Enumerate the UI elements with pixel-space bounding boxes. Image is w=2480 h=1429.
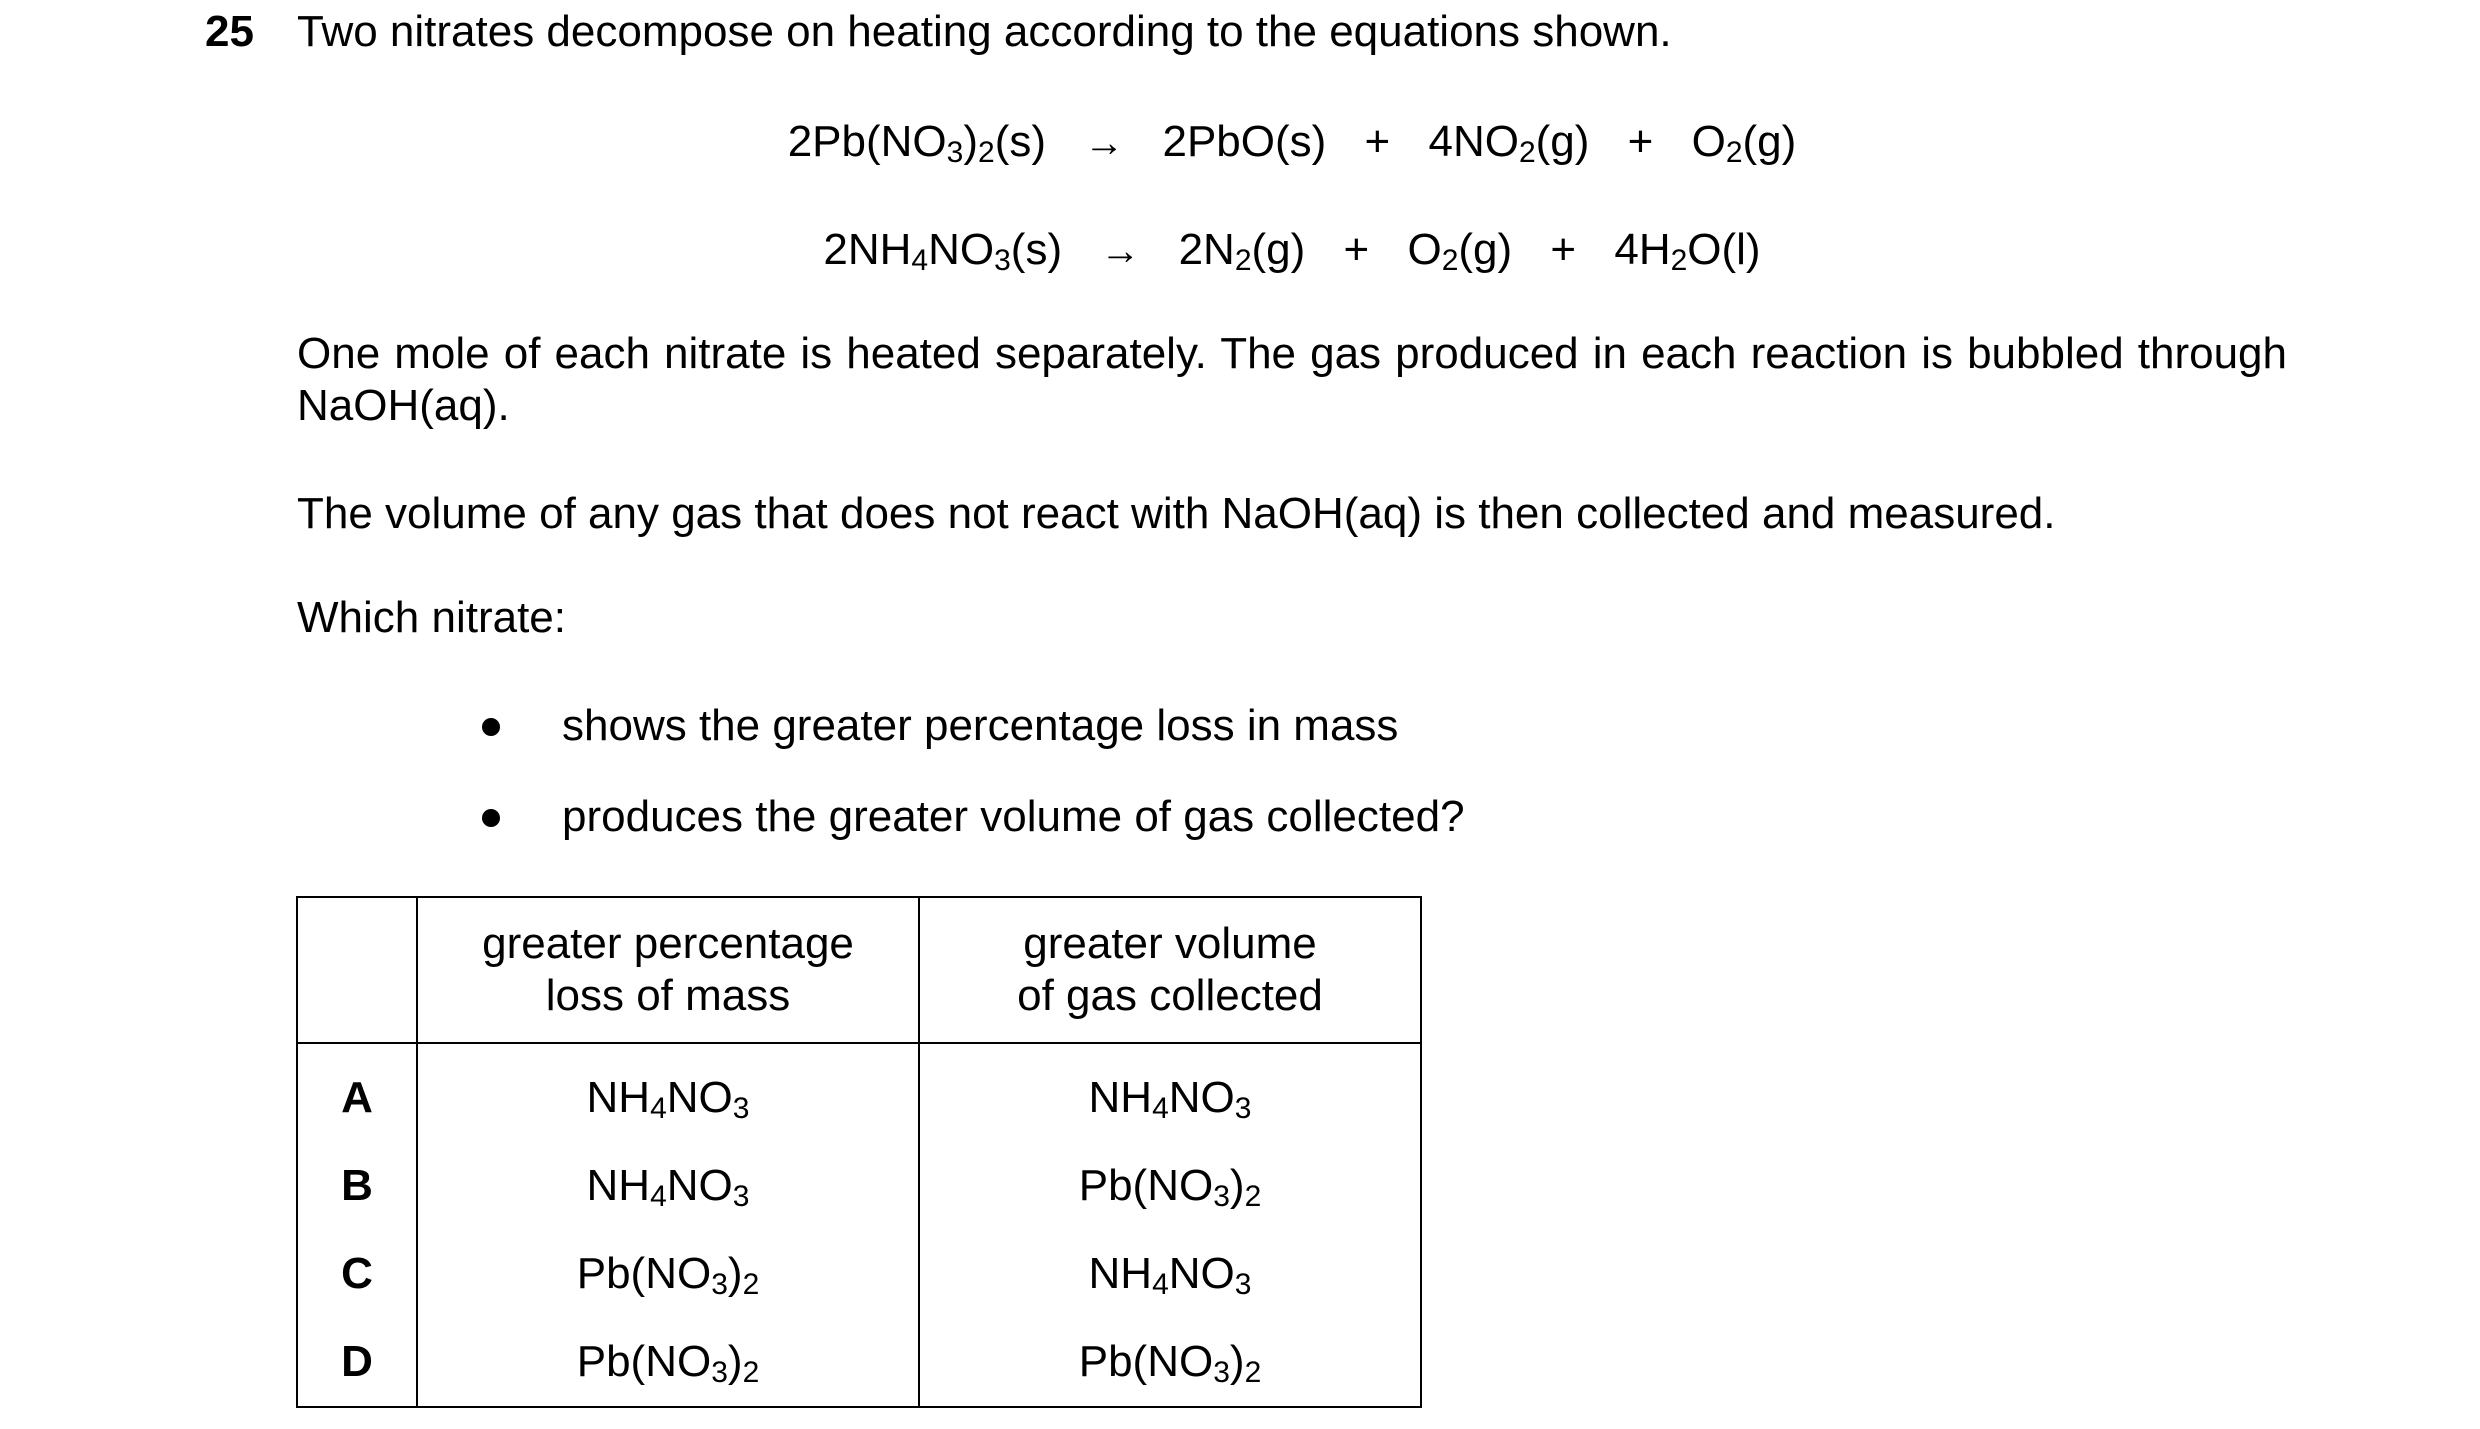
eq1-arrow: → [1084, 121, 1125, 165]
eq2-product-2: $O_2(g)$ [1407, 225, 1513, 277]
paragraph-question-stem: Which nitrate: [297, 593, 566, 642]
paragraph-procedure: One mole of each nitrate is heated separately. The gas produced in each reaction is bubbled through NaOH(aq). [297, 329, 2287, 430]
question-intro: Two nitrates decompose on heating according to the equations shown. [297, 7, 1672, 56]
eq2-arrow: → [1100, 229, 1141, 273]
list-item-text: produces the greater volume of gas collected? [562, 792, 1465, 841]
question-number: 25 [205, 7, 254, 56]
bullet-icon [482, 718, 500, 736]
option-volume-cell: $Pb(NO_3)_2$ [919, 1318, 1421, 1407]
option-mass-cell: $NH_4NO_3$ [417, 1043, 919, 1142]
option-letter[interactable]: C [297, 1230, 417, 1318]
header-mass-loss: greater percentage loss of mass [417, 897, 919, 1043]
eq2-plus-1: + [1343, 225, 1370, 274]
table-row [297, 1142, 1421, 1230]
eq2-plus-2: + [1550, 225, 1577, 274]
table-header-row [297, 897, 1421, 1043]
option-volume-cell: $NH_4NO_3$ [919, 1043, 1421, 1142]
table-row [297, 1230, 1421, 1318]
eq1-plus-2: + [1627, 117, 1654, 166]
answer-options-table [296, 896, 1422, 1408]
option-mass-cell: $NH_4NO_3$ [417, 1142, 919, 1230]
eq1-product-1: 2PbO(s) [1162, 117, 1327, 166]
eq1-plus-1: + [1364, 117, 1391, 166]
list-item [470, 791, 1465, 843]
option-letter[interactable]: B [297, 1142, 417, 1230]
paragraph-measurement: The volume of any gas that does not react with NaOH(aq) is then collected and measured. [297, 489, 2056, 538]
table-row [297, 1318, 1421, 1407]
equation-lead-nitrate [297, 114, 2287, 171]
header-letter-cell [297, 897, 417, 1043]
eq1-reactant: $2Pb(NO_3)_2(s)$ [787, 117, 1046, 169]
table-row [297, 1043, 1421, 1142]
option-volume-cell: $Pb(NO_3)_2$ [919, 1142, 1421, 1230]
eq1-product-2: $4NO_2(g)$ [1428, 117, 1590, 169]
list-item-text: shows the greater percentage loss in mass [562, 701, 1399, 750]
eq2-product-1: $2N_2(g)$ [1178, 225, 1306, 277]
option-mass-cell: $Pb(NO_3)_2$ [417, 1318, 919, 1407]
eq2-product-3: $4H_2O(l)$ [1614, 225, 1761, 277]
criteria-list [470, 700, 1465, 882]
bullet-icon [482, 809, 500, 827]
option-volume-cell: $NH_4NO_3$ [919, 1230, 1421, 1318]
option-letter[interactable]: D [297, 1318, 417, 1407]
eq1-product-3: $O_2(g)$ [1691, 117, 1797, 169]
equation-ammonium-nitrate [297, 222, 2287, 279]
option-mass-cell: $Pb(NO_3)_2$ [417, 1230, 919, 1318]
eq2-reactant: $2NH_4NO_3(s)$ [823, 225, 1063, 277]
option-letter[interactable]: A [297, 1043, 417, 1142]
list-item [470, 700, 1465, 752]
header-gas-volume: greater volume of gas collected [919, 897, 1421, 1043]
